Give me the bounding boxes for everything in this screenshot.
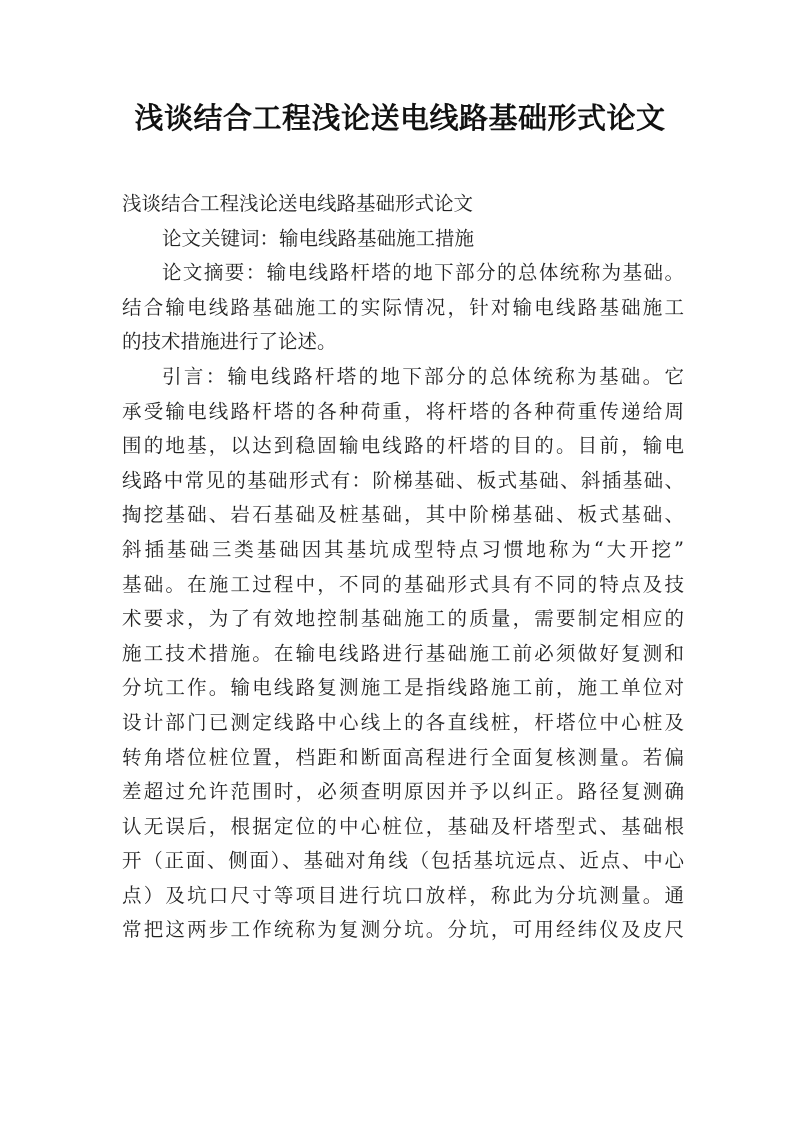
document-body bbox=[122, 187, 684, 948]
keywords-line: 论文关键词：输电线路基础施工措施 bbox=[162, 226, 475, 250]
abstract-line: 结合输电线路基础施工的实际情况，针对输电线路基础施工 bbox=[122, 295, 684, 319]
subtitle-line: 浅谈结合工程浅论送电线路基础形式论文 bbox=[122, 192, 474, 215]
intro-line: 常把这两步工作统称为复测分坑。分坑，可用经纬仪及皮尺 bbox=[122, 918, 684, 942]
intro-line: 承受输电线路杆塔的各种荷重，将杆塔的各种荷重传递给周 bbox=[122, 399, 684, 423]
intro-line: 分坑工作。输电线路复测施工是指线路施工前，施工单位对 bbox=[122, 676, 684, 700]
intro-line: 基础。在施工过程中，不同的基础形式具有不同的特点及技 bbox=[122, 572, 684, 596]
intro-line: 转角塔位桩位置，档距和断面高程进行全面复核测量。若偏 bbox=[122, 745, 684, 769]
intro-line: 认无误后，根据定位的中心桩位，基础及杆塔型式、基础根 bbox=[122, 814, 684, 838]
abstract-line: 的技术措施进行了论述。 bbox=[122, 330, 337, 354]
abstract-line: 论文摘要：输电线路杆塔的地下部分的总体统称为基础。 bbox=[162, 261, 684, 285]
intro-line: 设计部门已测定线路中心线上的各直线桩，杆塔位中心桩及 bbox=[122, 710, 684, 734]
intro-line: 点）及坑口尺寸等项目进行坑口放样，称此为分坑测量。通 bbox=[122, 883, 684, 907]
intro-line: 引言：输电线路杆塔的地下部分的总体统称为基础。它 bbox=[162, 364, 684, 388]
intro-line: 围的地基，以达到稳固输电线路的杆塔的目的。目前，输电 bbox=[122, 434, 684, 458]
intro-line: 线路中常见的基础形式有：阶梯基础、板式基础、斜插基础、 bbox=[122, 468, 684, 492]
intro-line: 差超过允许范围时，必须查明原因并予以纠正。路径复测确 bbox=[122, 780, 684, 804]
intro-line: 开（正面、侧面）、基础对角线（包括基坑远点、近点、中心 bbox=[122, 849, 684, 873]
intro-line: 施工技术措施。在输电线路进行基础施工前必须做好复测和 bbox=[122, 641, 684, 665]
intro-line: 术要求，为了有效地控制基础施工的质量，需要制定相应的 bbox=[122, 607, 684, 631]
intro-paragraph bbox=[122, 360, 684, 948]
intro-line: 斜插基础三类基础因其基坑成型特点习惯地称为“大开挖” bbox=[122, 537, 684, 561]
intro-line: 掏挖基础、岩石基础及桩基础，其中阶梯基础、板式基础、 bbox=[122, 503, 684, 527]
document-title: 浅谈结合工程浅论送电线路基础形式论文 bbox=[134, 101, 666, 135]
abstract-paragraph bbox=[122, 256, 684, 360]
